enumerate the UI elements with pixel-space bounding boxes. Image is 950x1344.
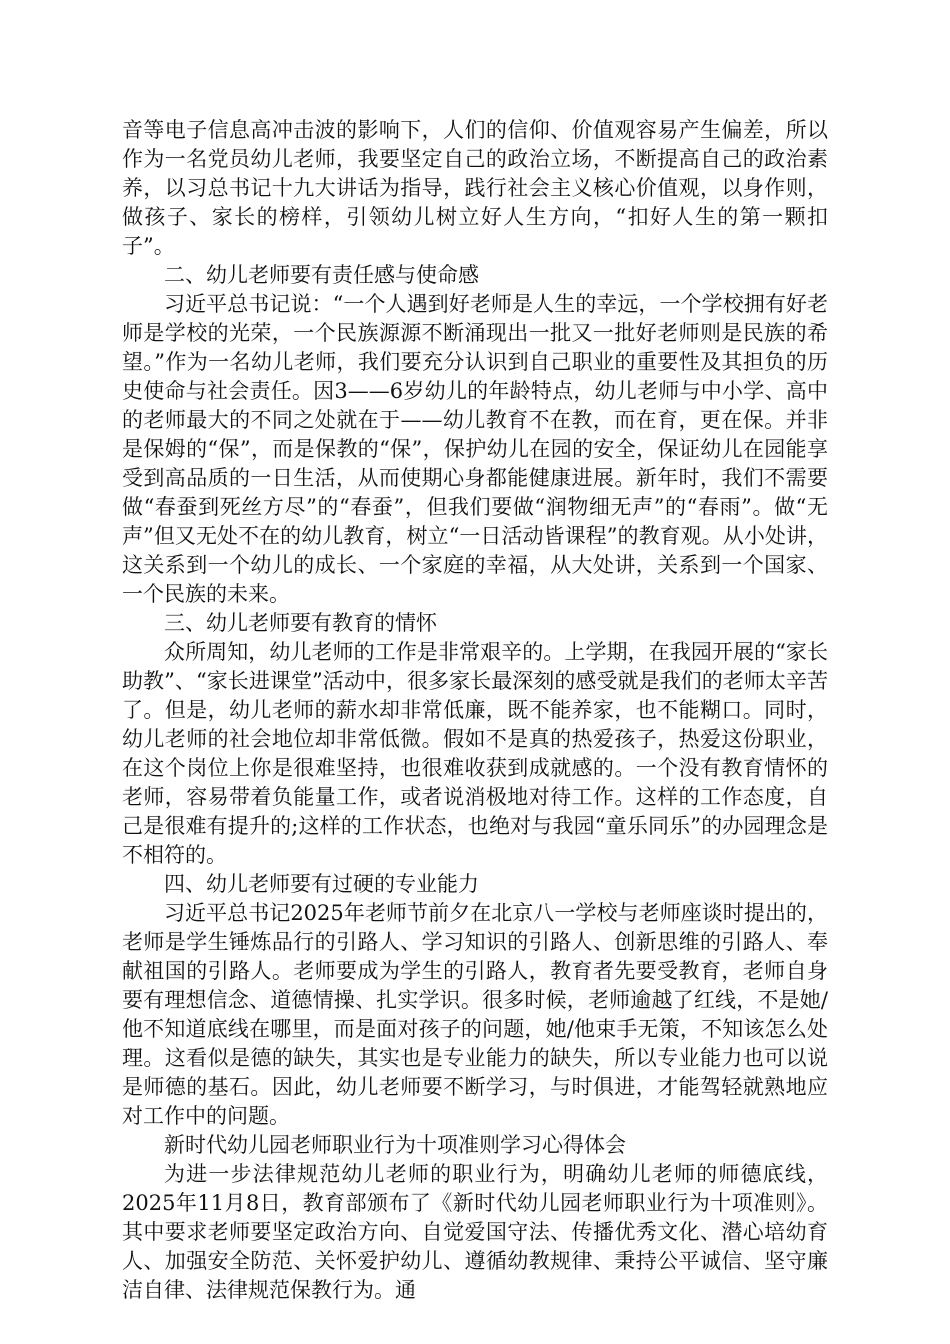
article-title: 新时代幼儿园老师职业行为十项准则学习心得体会 [164,1133,626,1157]
document-page [122,116,828,1305]
section-heading: 三、幼儿老师要有教育的情怀 [164,611,437,635]
section-heading: 四、幼儿老师要有过硬的专业能力 [164,872,479,896]
body-paragraph: 为进一步法律规范幼儿老师的职业行为，明确幼儿老师的师德底线，2025年11月8日，教育部颁布了《新时代幼儿园老师职业行为十项准则》。其中要求老师要坚定政治方向、自觉爱国守法、传播优秀文化、潜心培幼育人、加强安全防范、关怀爱护幼儿、遵循幼教规律、秉持公平诚信、坚守廉洁自律、法律规范保教行为。通 [122,1162,828,1302]
section-heading: 二、幼儿老师要有责任感与使命感 [164,263,479,287]
body-paragraph: 习近平总书记说：“一个人遇到好老师是人生的幸远，一个学校拥有好老师是学校的光荣，一个民族源源不断涌现出一批又一批好老师则是民族的希望。”作为一名幼儿老师，我们要充分认识到自己职业的重要性及其担负的历史使命与社会责任。因3——6岁幼儿的年龄特点，幼儿老师与中小学、高中的老师最大的不同之处就在于——幼儿教育不在教，而在育，更在保。并非是保姆的“保”，而是保教的“保”，保护幼儿在园的安全，保证幼儿在园能享受到高品质的一日生活，从而使期心身都能健康进展。新年时，我们不需要做“春蚕到死丝方尽”的“春蚕”，但我们要做“润物细无声”的“春雨”。做“无声”但又无处不在的幼儿教育，树立“一日活动皆课程”的教育观。从小处讲，这关系到一个幼儿的成长、一个家庭的幸福，从大处讲，关系到一个国家、一个民族的未来。 [122,292,828,606]
body-paragraph: 音等电子信息高冲击波的影响下，人们的信仰、价值观容易产生偏差，所以作为一名党员幼儿老师，我要坚定自己的政治立场，不断提高自己的政治素养，以习总书记十九大讲话为指导，践行社会主义核心价值观，以身作则，做孩子、家长的榜样，引领幼儿树立好人生方向，“扣好人生的第一颗扣子”。 [122,118,828,258]
body-paragraph: 众所周知，幼儿老师的工作是非常艰辛的。上学期，在我园开展的“家长助教”、“家长进课堂”活动中，很多家长最深刻的感受就是我们的老师太辛苦了。但是，幼儿老师的薪水却非常低廉，既不能养家，也不能糊口。同时，幼儿老师的社会地位却非常低微。假如不是真的热爱孩子，热爱这份职业，在这个岗位上你是很难坚持，也很难收获到成就感的。一个没有教育情怀的老师，容易带着负能量工作，或者说消极地对待工作。这样的工作态度，自己是很难有提升的;这样的工作状态，也绝对与我园“童乐同乐”的办园理念是不相符的。 [122,640,828,867]
body-paragraph: 习近平总书记2025年老师节前夕在北京八一学校与老师座谈时提出的，老师是学生锤炼品行的引路人、学习知识的引路人、创新思维的引路人、奉献祖国的引路人。老师要成为学生的引路人，教育者先要受教育，老师自身要有理想信念、道德情操、扎实学识。很多时候，老师逾越了红线，不是她/他不知道底线在哪里，而是面对孩子的问题，她/他束手无策，不知该怎么处理。这看似是德的缺失，其实也是专业能力的缺失，所以专业能力也可以说是师德的基石。因此，幼儿老师要不断学习，与时俱进，才能驾轻就熟地应对工作中的问题。 [122,901,828,1128]
